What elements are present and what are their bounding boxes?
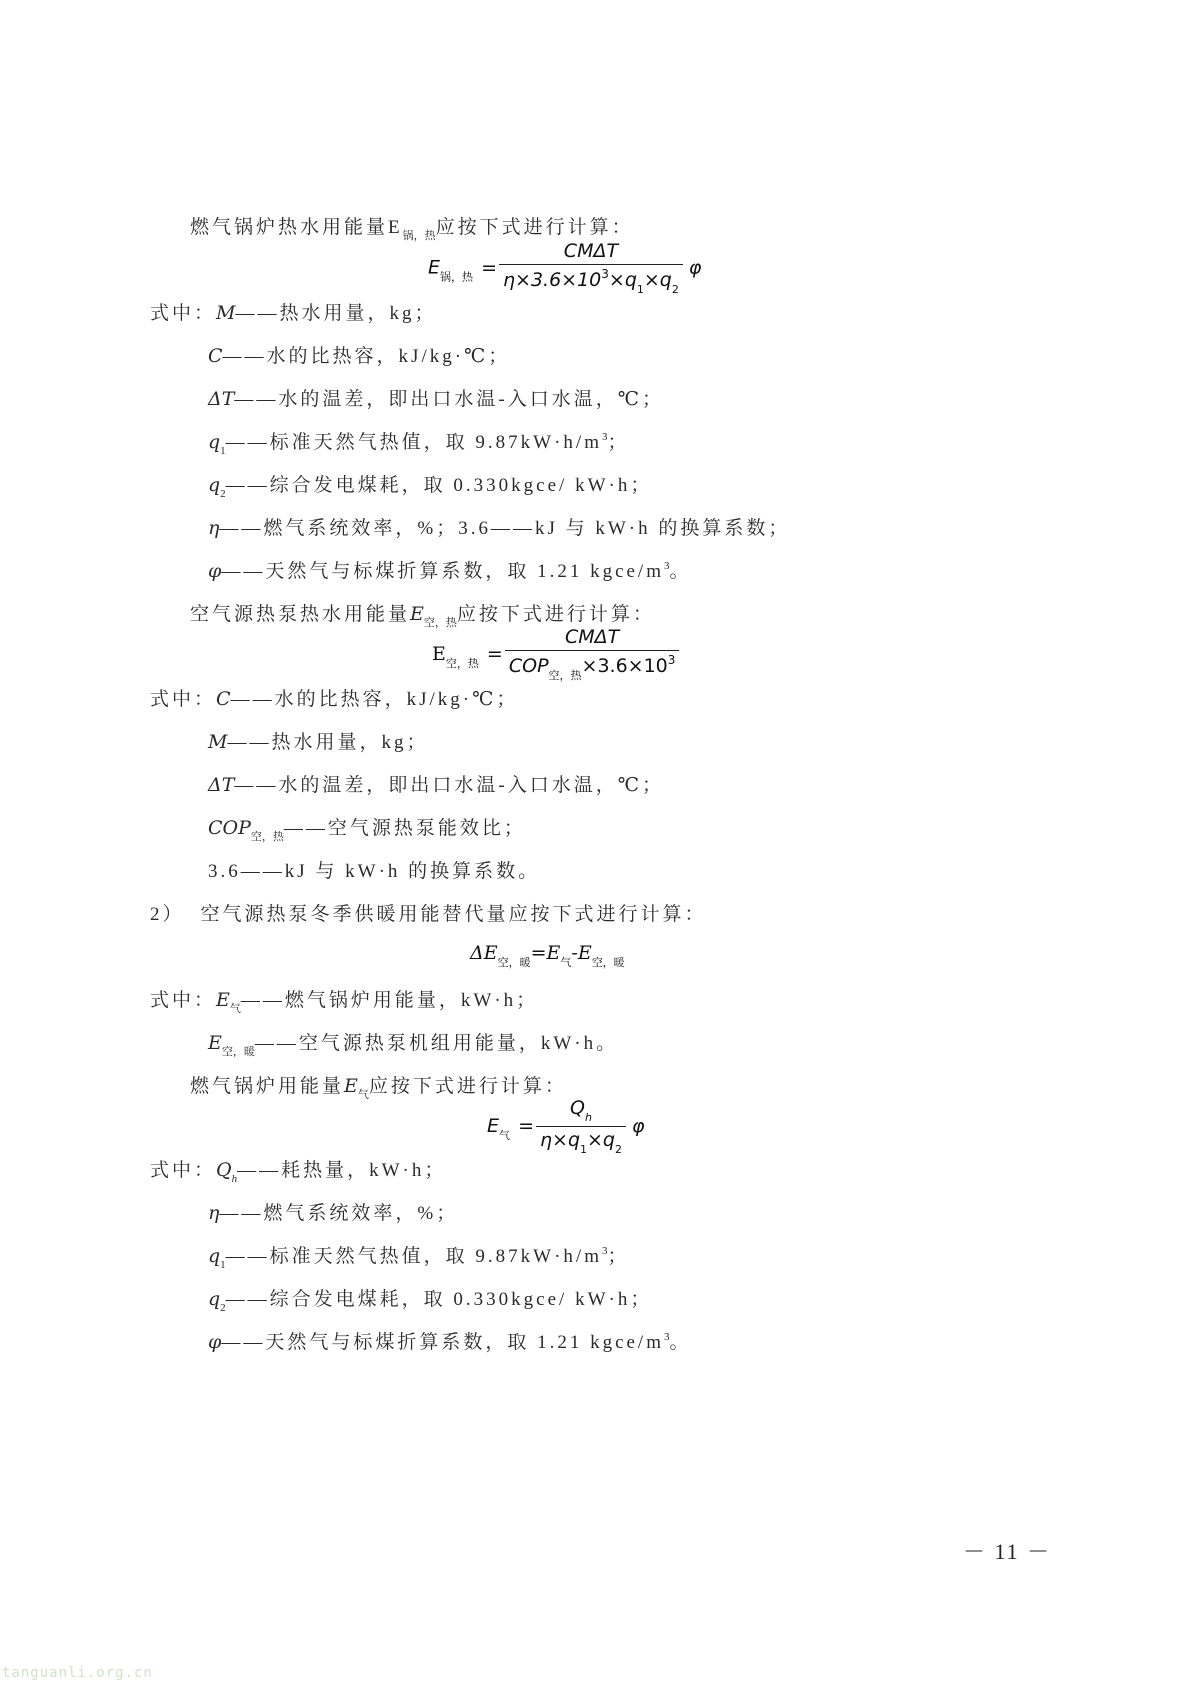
- symbol: C: [208, 345, 223, 367]
- definition-text: ——燃气锅炉用能量，kW·h；: [240, 990, 539, 1011]
- symbol: E: [216, 989, 230, 1011]
- symbol: M: [216, 302, 236, 324]
- symbol: ΔT: [208, 774, 235, 796]
- intro-text: 燃气锅炉用能量: [190, 1076, 345, 1097]
- intro-text: 空气源热泵热水用能量: [190, 604, 411, 625]
- where-prefix: 式中：: [150, 1160, 217, 1181]
- den-sub: 2: [615, 1143, 622, 1156]
- symbol-sub: 1: [220, 445, 226, 457]
- symbol: COP: [208, 817, 251, 839]
- formula-gas-boiler-energy: [487, 1097, 645, 1156]
- definition-row: [150, 298, 437, 325]
- page-number: － 11 －: [963, 1539, 1052, 1564]
- symbol-sub: h: [231, 1173, 238, 1185]
- formula-lhs-sub: 气: [499, 1129, 511, 1142]
- definition-row: [208, 470, 652, 500]
- where-prefix: 式中：: [150, 303, 217, 324]
- symbol: E: [208, 1032, 222, 1054]
- symbol-sub: 2: [220, 488, 226, 500]
- num-part: Q: [570, 1097, 585, 1119]
- equals-sign: =: [518, 1115, 534, 1137]
- definition-text: ——燃气系统效率，%；3.6——kJ 与 kW·h 的换算系数；: [219, 518, 791, 539]
- den-exp: 3: [667, 653, 676, 667]
- symbol: η: [208, 517, 220, 539]
- definition-row: [208, 727, 428, 754]
- den-part: ×q: [643, 269, 672, 291]
- superscript: 3: [664, 1331, 670, 1343]
- symbol-sub: 空，热: [250, 831, 284, 843]
- formula-lhs: E: [432, 643, 446, 665]
- fraction: [505, 626, 680, 683]
- formula-sub: 气: [560, 956, 572, 969]
- definition-row: [208, 513, 790, 540]
- definition-text: ——空气源热泵能效比；: [283, 818, 526, 839]
- definition-text: ——热水用量，kg；: [227, 732, 429, 753]
- heading-number: 2）: [150, 904, 185, 925]
- definition-row: [150, 985, 538, 1016]
- intro-text: 燃气锅炉热水用能量E: [190, 217, 403, 238]
- definition-row: [208, 813, 526, 844]
- intro-symbol: E: [410, 603, 424, 625]
- definition-text: ——水的比热容，kJ/kg·℃；: [222, 346, 511, 367]
- den-part: η×q: [539, 1129, 581, 1151]
- paragraph-gas-boiler-hot-water-intro: [190, 212, 634, 243]
- symbol: ΔT: [208, 388, 235, 410]
- symbol-sub: 空，暖: [221, 1046, 255, 1058]
- equals-sign: =: [486, 643, 503, 665]
- formula-lhs-sub: 锅，热: [440, 270, 474, 284]
- definition-text: ——综合发电煤耗，取 0.330kgce/ kW·h；: [225, 1289, 653, 1310]
- symbol: Q: [216, 1159, 232, 1181]
- definition-row: [208, 341, 510, 368]
- definition-text: ——天然气与标煤折算系数，取 1.21 kgce/m: [221, 561, 664, 582]
- definition-row: [208, 384, 664, 411]
- formula-heating-substitution: [470, 942, 625, 970]
- formula-gas-boiler-hot-water: [428, 240, 701, 296]
- symbol-sub: 2: [220, 1302, 226, 1314]
- superscript: 3: [664, 560, 670, 572]
- formula-term: E: [546, 942, 561, 964]
- definition-text: ——kJ 与 kW·h 的换算系数。: [240, 861, 541, 882]
- where-prefix: 式中：: [150, 689, 217, 710]
- symbol: η: [208, 1202, 220, 1224]
- definition-row: [208, 1028, 618, 1059]
- definition-text: ——燃气系统效率，%；: [219, 1203, 459, 1224]
- symbol: C: [216, 688, 231, 710]
- equals-sign: =: [530, 942, 547, 964]
- denominator: [536, 1127, 626, 1156]
- intro-subscript: 气: [357, 1089, 369, 1101]
- formula-term: E: [577, 942, 592, 964]
- den-part: ×q: [587, 1129, 615, 1151]
- minus-sign: -: [571, 942, 578, 964]
- intro-text-tail: 应按下式进行计算：: [435, 217, 634, 238]
- den-part: η×3.6×10: [502, 269, 602, 291]
- definition-row: [208, 1284, 652, 1314]
- denominator: [499, 265, 683, 296]
- definition-text: ——水的温差，即出口水温-入口水温，℃；: [234, 389, 664, 410]
- numerator: [536, 1097, 626, 1127]
- den-part: ×q: [608, 269, 637, 291]
- symbol: q: [208, 474, 221, 496]
- fraction: [499, 240, 683, 296]
- numerator: CMΔT: [505, 626, 680, 651]
- superscript: 3: [602, 1245, 608, 1257]
- symbol: q: [208, 1288, 221, 1310]
- definition-tail: ；: [607, 1246, 630, 1267]
- den-sub: 空，热: [548, 669, 582, 682]
- definition-text: ——水的温差，即出口水温-入口水温，℃；: [234, 775, 664, 796]
- definition-text: ——热水用量，kg；: [235, 303, 437, 324]
- den-part: COP: [508, 655, 549, 677]
- where-prefix: 式中：: [150, 990, 217, 1011]
- symbol: q: [208, 431, 221, 453]
- definition-row: [208, 1241, 630, 1271]
- den-sub: 1: [580, 1143, 588, 1156]
- intro-text-tail: 应按下式进行计算：: [456, 604, 655, 625]
- den-sub: 2: [671, 283, 679, 296]
- definition-row: [208, 556, 692, 583]
- intro-subscript: 锅，热: [402, 230, 436, 242]
- definition-row: [208, 427, 630, 457]
- definition-row: [208, 1327, 692, 1354]
- symbol: φ: [208, 1331, 222, 1353]
- formula-lhs: E: [487, 1115, 500, 1137]
- formula-term: ΔE: [470, 942, 498, 964]
- num-sub: h: [584, 1111, 592, 1124]
- formula-lhs-sub: 空，热: [445, 657, 479, 670]
- formula-factor: φ: [688, 256, 702, 279]
- numerator: CMΔT: [499, 240, 683, 265]
- watermark: tanguanli.org.cn: [2, 1665, 153, 1681]
- den-part: ×3.6×10: [581, 655, 668, 677]
- den-exp: 3: [601, 267, 609, 281]
- definition-tail: 。: [669, 561, 692, 582]
- formula-lhs: E: [428, 256, 441, 279]
- symbol: q: [208, 1245, 221, 1267]
- symbol: 3.6: [208, 861, 241, 882]
- definition-text: ——综合发电煤耗，取 0.330kgce/ kW·h；: [225, 475, 653, 496]
- definition-text: ——耗热量，kW·h；: [237, 1160, 447, 1181]
- definition-row: [150, 1155, 446, 1185]
- definition-text: ——空气源热泵机组用能量，kW·h。: [254, 1033, 619, 1054]
- definition-tail: 。: [669, 1332, 692, 1353]
- intro-text-tail: 应按下式进行计算：: [368, 1076, 567, 1097]
- formula-sub: 空，暖: [591, 956, 625, 969]
- symbol: M: [208, 731, 228, 753]
- fraction: [536, 1097, 626, 1156]
- formula-factor: φ: [632, 1115, 645, 1137]
- equals-sign: =: [481, 256, 497, 279]
- symbol-sub: 气: [229, 1003, 241, 1015]
- intro-subscript: 空，热: [423, 617, 457, 629]
- superscript: 3: [602, 431, 608, 443]
- formula-air-source-hot-water: [432, 626, 679, 683]
- formula-sub: 空，暖: [497, 956, 531, 969]
- definition-text: ——天然气与标煤折算系数，取 1.21 kgce/m: [221, 1332, 664, 1353]
- definition-tail: ；: [607, 432, 630, 453]
- den-sub: 1: [636, 283, 644, 296]
- definition-text: ——水的比热容，kJ/kg·℃；: [230, 689, 519, 710]
- symbol-sub: 1: [220, 1259, 226, 1271]
- heading-text: 空气源热泵冬季供暖用能替代量应按下式进行计算：: [200, 904, 707, 925]
- symbol: φ: [208, 560, 222, 582]
- definition-text: ——标准天然气热值，取 9.87kW·h/m: [225, 1246, 602, 1267]
- definition-row: [208, 856, 540, 883]
- definition-row: [150, 684, 518, 711]
- definition-row: [208, 1198, 458, 1225]
- intro-symbol: E: [344, 1075, 358, 1097]
- denominator: [505, 651, 680, 683]
- definition-text: ——标准天然气热值，取 9.87kW·h/m: [225, 432, 602, 453]
- definition-row: [208, 770, 664, 797]
- heading-winter-heating-substitution: [150, 899, 707, 926]
